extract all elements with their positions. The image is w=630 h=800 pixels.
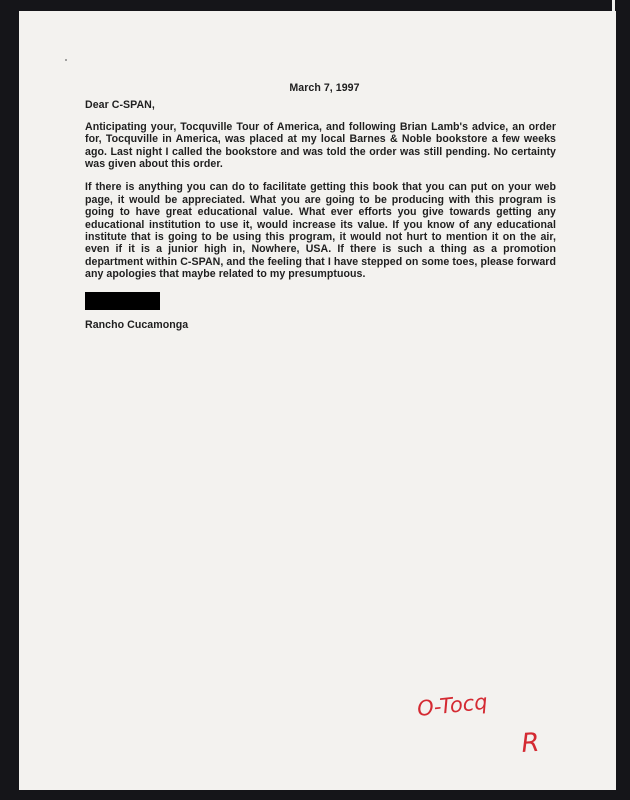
paragraph-2: If there is anything you can do to facilitate getting this book that you can put on your web page, it would be appreciated. What you are going to be producing with this program is going to have great educational value. What ever efforts you give towards getting any educational institution to use it, would increase its value. If you know of any educational institute that is going to be using this program, it would not hurt to mention it on the air, even if it is a junior high in, Nowhere, USA. If there is such a thing as a promotion department within C-SPAN, and the feeling that I have stepped on some toes, please forward any apologies that maybe related to my presumptuous. [85, 181, 556, 281]
salutation: Dear C-SPAN, [85, 99, 155, 112]
letter-body [85, 82, 556, 331]
letter-date: March 7, 1997 [289, 82, 360, 94]
paragraph-1: Anticipating your, Tocquville Tour of America, and following Brian Lamb's advice, an order for, Tocquville in America, was placed at my local Barnes & Noble bookstore a few weeks ago. Last night I called the bookstore and was told the order was still pending. No certainty was given about this order. [85, 120, 556, 171]
handwritten-initial: R [520, 727, 541, 759]
paper-speck [65, 59, 67, 61]
redacted-signature [85, 292, 160, 310]
signer-location: Rancho Cucamonga [85, 318, 189, 331]
handwritten-code: O-Tocq [416, 689, 489, 721]
